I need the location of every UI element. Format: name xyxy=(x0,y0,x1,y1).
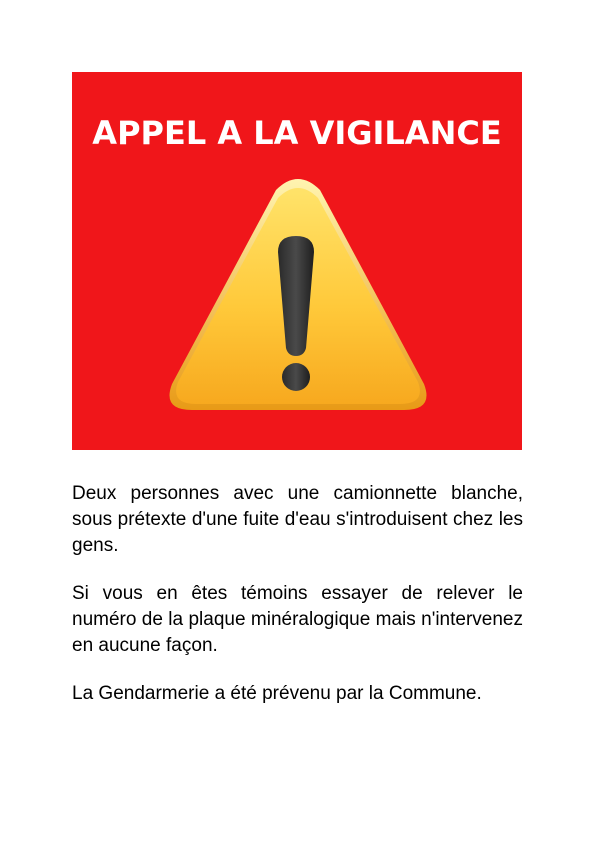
warning-banner xyxy=(72,72,522,450)
banner-title: APPEL A LA VIGILANCE xyxy=(92,114,502,152)
paragraph-intrusion-notice: Deux personnes avec une camionnette blanche, sous prétexte d'une fuite d'eau s'introduisent chez les gens. xyxy=(72,483,523,556)
paragraph-witness-advice: Si vous en êtes témoins essayer de relever le numéro de la plaque minéralogique mais n'intervenez en aucune façon. xyxy=(72,583,523,656)
paragraph-gendarmerie-notice: La Gendarmerie a été prévenu par la Commune. xyxy=(72,683,482,704)
warning-triangle-icon xyxy=(164,176,432,416)
